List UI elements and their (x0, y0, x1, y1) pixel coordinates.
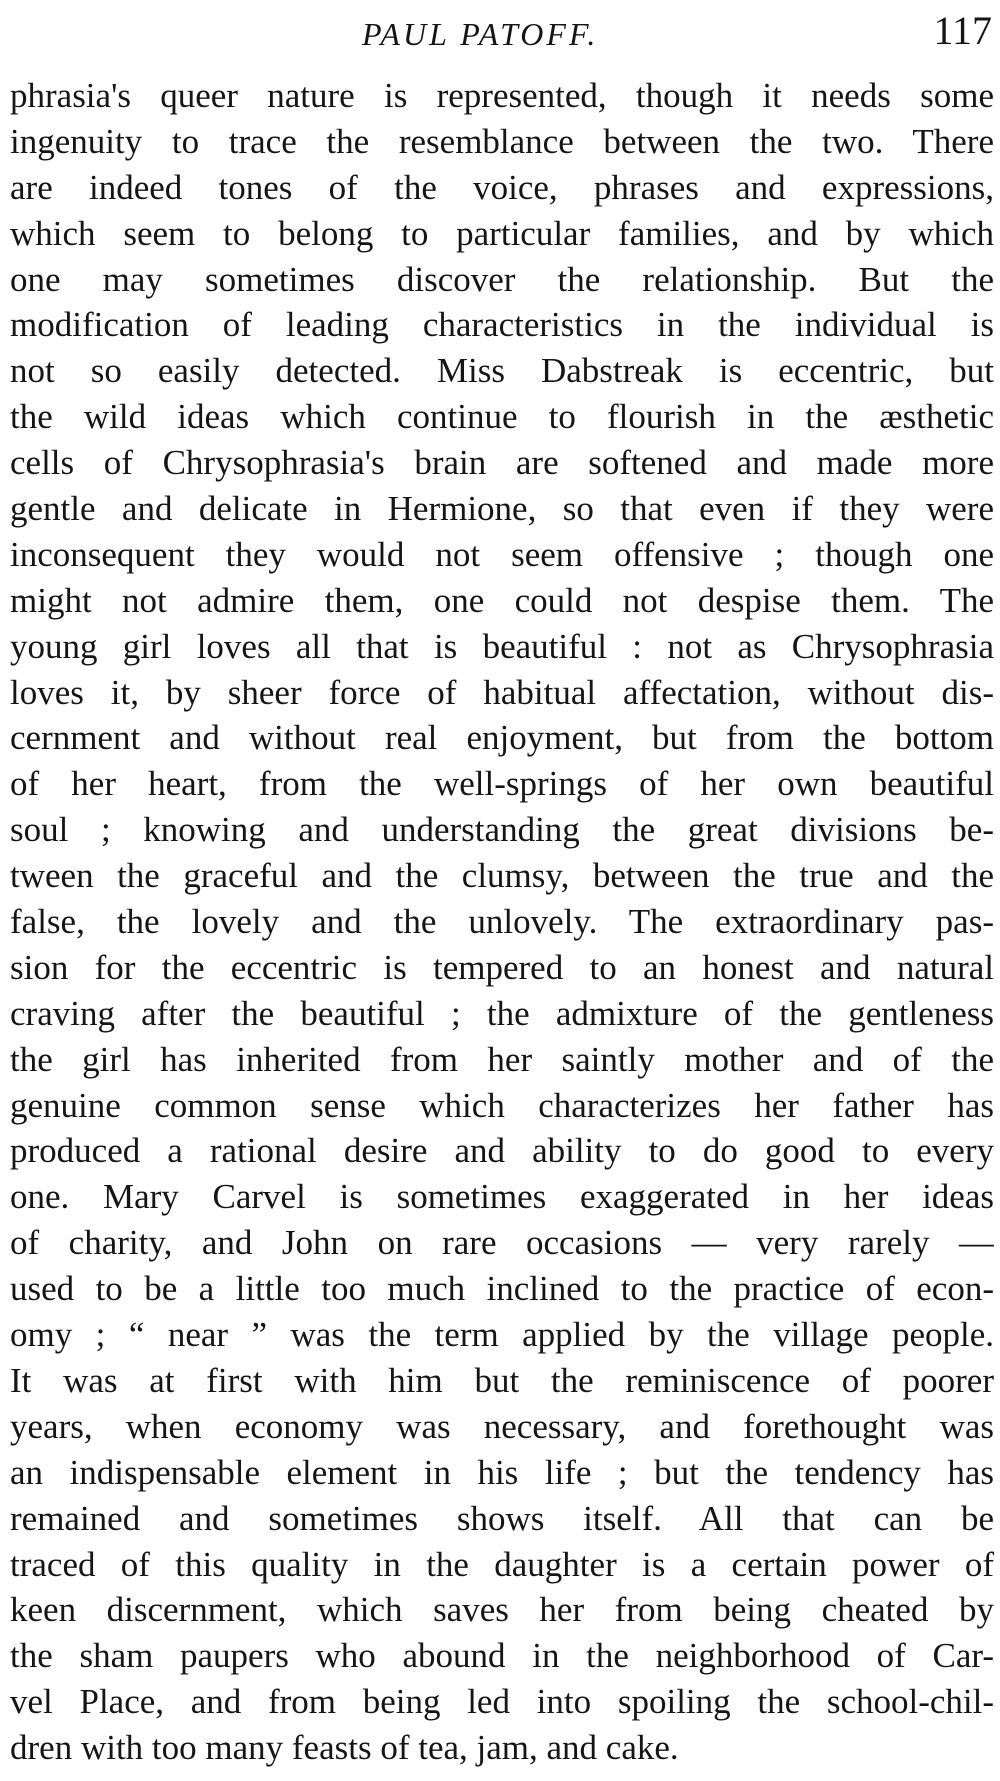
text-line-9: cells of Chrysophrasia's brain are softened and made more (10, 443, 994, 483)
text-line-29: It was at first with him but the reminiscence of poorer (10, 1360, 994, 1400)
text-line-19: false, the lovely and the unlovely. The extraordinary pas- (10, 902, 994, 942)
text-line-24: produced a rational desire and ability to do good to every (10, 1131, 994, 1171)
text-line-17: soul ; knowing and understanding the great divisions be- (10, 810, 994, 850)
text-line-26: of charity, and John on rare occasions — very rarely — (10, 1223, 994, 1263)
text-line-31: an indispensable element in his life ; but the tendency has (10, 1452, 994, 1492)
text-line-6: modification of leading characteristics in the individual is (10, 305, 994, 345)
text-line-25: one. Mary Carvel is sometimes exaggerated in her ideas (10, 1177, 994, 1217)
text-line-37: dren with too many feasts of tea, jam, and cake. (10, 1728, 679, 1768)
text-line-36: vel Place, and from being led into spoiling the school-chil- (10, 1682, 994, 1722)
text-line-16: of her heart, from the well-springs of her own beautiful (10, 764, 994, 804)
text-line-2: ingenuity to trace the resemblance between the two. There (10, 121, 994, 161)
text-line-30: years, when economy was necessary, and forethought was (10, 1406, 994, 1446)
text-line-22: the girl has inherited from her saintly mother and of the (10, 1039, 994, 1079)
text-line-20: sion for the eccentric is tempered to an honest and natural (10, 947, 994, 987)
text-line-33: traced of this quality in the daughter is a certain power of (10, 1544, 994, 1584)
text-line-8: the wild ideas which continue to flourish in the æsthetic (10, 397, 994, 437)
text-line-27: used to be a little too much inclined to the practice of econ- (10, 1269, 994, 1309)
text-line-34: keen discernment, which saves her from being cheated by (10, 1590, 994, 1630)
text-line-35: the sham paupers who abound in the neighborhood of Car- (10, 1636, 994, 1676)
text-line-15: cernment and without real enjoyment, but from the bottom (10, 718, 994, 758)
text-line-4: which seem to belong to particular families, and by which (10, 213, 994, 253)
text-line-32: remained and sometimes shows itself. All that can be (10, 1498, 994, 1538)
text-line-10: gentle and delicate in Hermione, so that even if they were (10, 489, 994, 529)
page-number: 117 (933, 8, 992, 53)
text-line-18: tween the graceful and the clumsy, between the true and the (10, 856, 994, 896)
text-line-11: inconsequent they would not seem offensive ; though one (10, 534, 994, 574)
text-line-1: phrasia's queer nature is represented, though it needs some (10, 76, 994, 115)
text-line-14: loves it, by sheer force of habitual affectation, without dis- (10, 672, 994, 712)
text-line-7: not so easily detected. Miss Dabstreak is eccentric, but (10, 351, 994, 391)
text-line-12: might not admire them, one could not despise them. The (10, 580, 994, 620)
text-line-5: one may sometimes discover the relationship. But the (10, 259, 994, 299)
running-head (0, 6, 1000, 52)
text-line-23: genuine common sense which characterizes her father has (10, 1085, 994, 1125)
text-line-28: omy ; “ near ” was the term applied by the village people. (10, 1315, 994, 1355)
text-line-13: young girl loves all that is beautiful : not as Chrysophrasia (10, 626, 994, 666)
text-line-21: craving after the beautiful ; the admixture of the gentleness (10, 993, 994, 1033)
text-line-3: are indeed tones of the voice, phrases and expressions, (10, 167, 994, 207)
running-title: PAUL PATOFF. (362, 16, 599, 52)
body-text (10, 73, 994, 1771)
